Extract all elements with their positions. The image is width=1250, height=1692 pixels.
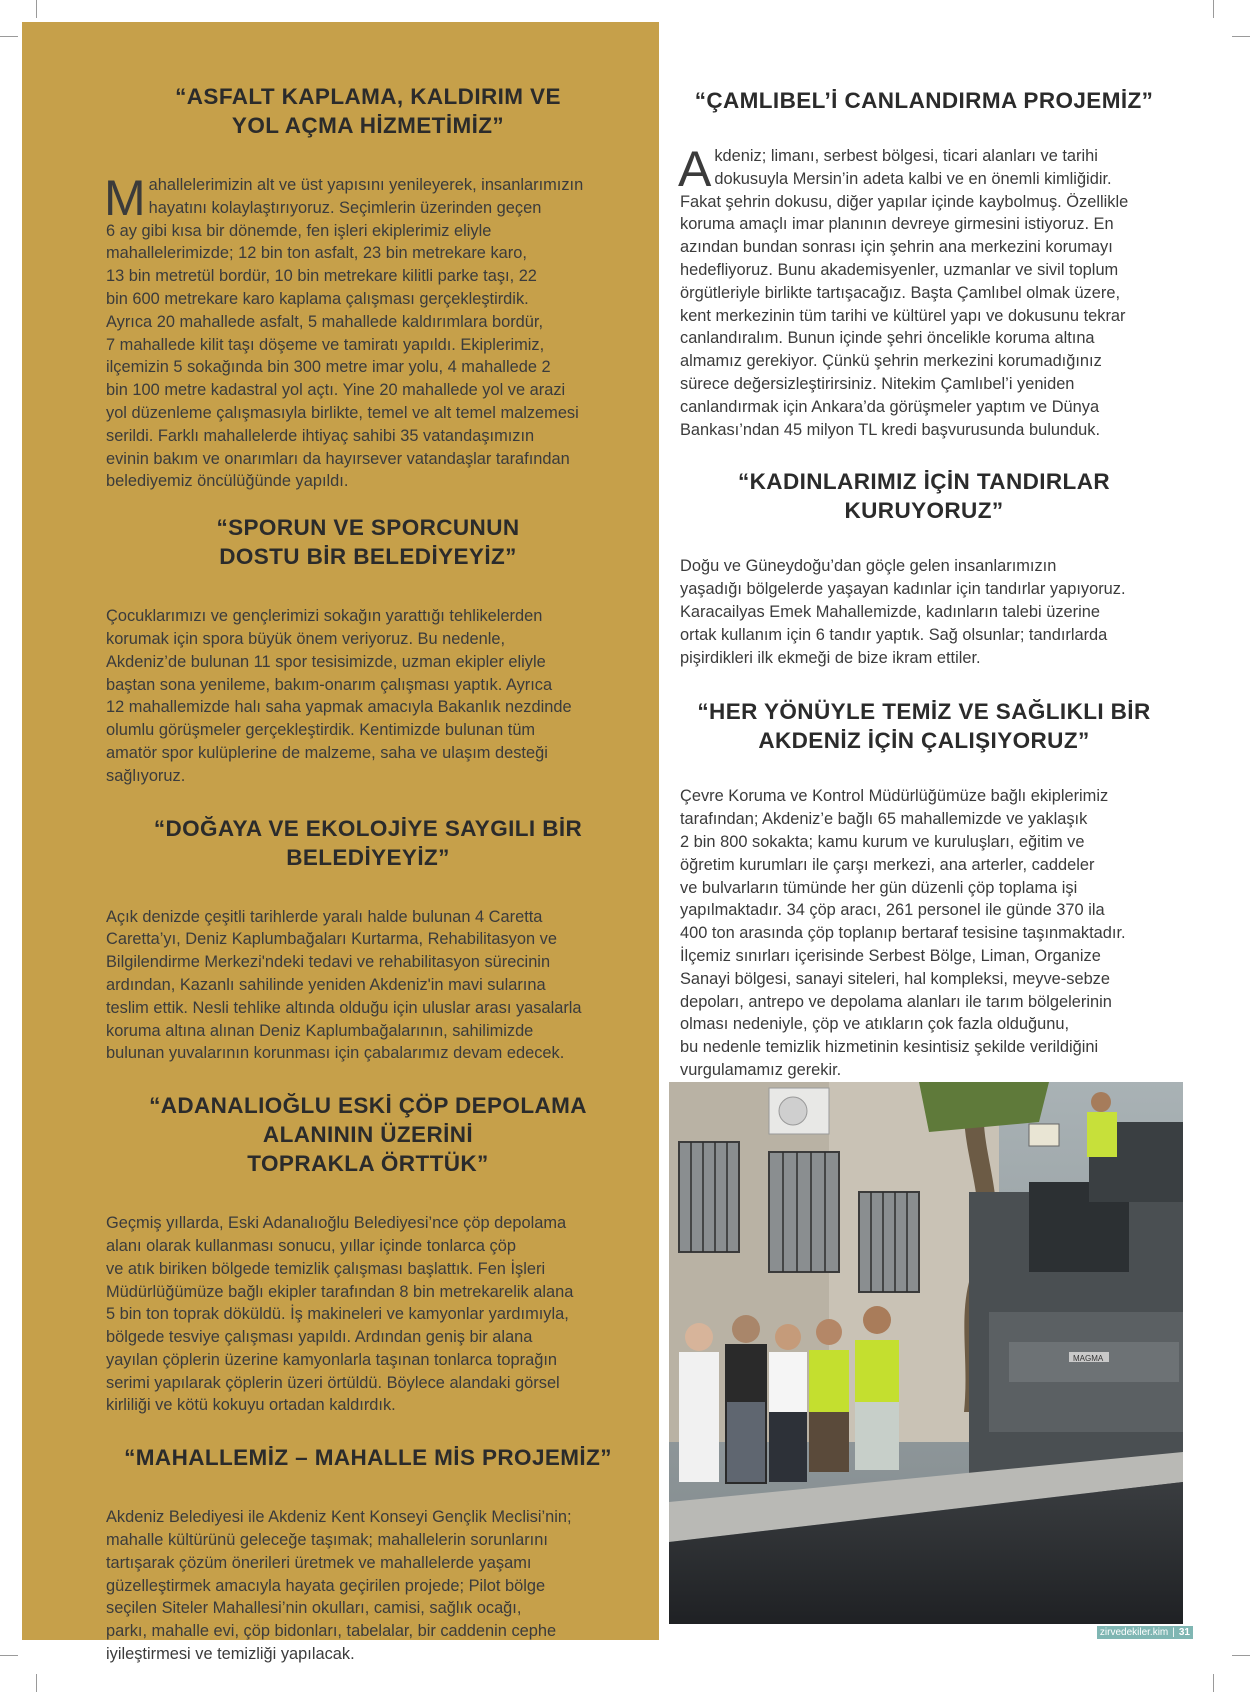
drop-cap: A [678, 141, 712, 197]
photo-illustration [669, 1082, 1183, 1624]
section-spor [106, 513, 630, 787]
page-footer [1097, 1626, 1193, 1639]
section-temiz-akdeniz [680, 697, 1168, 1081]
section-body-wrap [678, 141, 1168, 441]
section-heading: “SPORUN VE SPORCUNUN DOSTU BİR BELEDİYEYİZ” [216, 515, 520, 570]
crop-mark [36, 0, 37, 18]
crop-mark [0, 1655, 18, 1656]
section-body: Çevre Koruma ve Kontrol Müdürlüğümüze bağlı ekiplerimiz tarafından; Akdeniz’e bağlı 65 mahallemizde ve yaklaşık 2 bin 800 sokakta; kamu kurum ve kuruluşları, eğitim ve öğretim kurumları ile çarşı merkezi, ana arterler, caddeler ve bulvarların tümünde her gün düzenli çöp toplama işi yapılmaktadır. 34 çöp aracı, 261 personel ile günde 370 ila 400 ton arasında çöp toplanıp bertaraf tesisine taşınmaktadır. İlçemiz sınırları içerisinde Serbest Bölge, Liman, Organize Sanayi bölgesi, sanayi siteleri, hal kompleksi, meyve-sebze depoları, antrepo ve depolama alanları ile tarım bölgelerinin olması nedeniyle, çöp ve atıkların çok fazla olduğunu, bu nedenle temizlik hizmetinin kesintisiz şekilde verildiğini vurgulamamız gerekir. [680, 787, 1126, 1079]
page-number: 31 [1176, 1626, 1193, 1639]
section-heading: “ÇAMLIBEL’İ CANLANDIRMA PROJEMİZ” [694, 88, 1154, 113]
section-asfalt [106, 82, 630, 493]
section-adanalioglu [106, 1091, 630, 1417]
section-heading: “KADINLARIMIZ İÇİN TANDIRLAR KURUYORUZ” [738, 469, 1110, 524]
section-heading: “DOĞAYA VE EKOLOJİYE SAYGILI BİR BELEDİYEYİZ” [153, 815, 583, 870]
section-mahalle-mis [106, 1443, 630, 1666]
right-column [680, 86, 1168, 1082]
section-heading: “ADANALIOĞLU ESKİ ÇÖP DEPOLAMA ALANININ ÜZERİNİ TOPRAKLA ÖRTTÜK” [149, 1093, 587, 1177]
section-body: Geçmiş yıllarda, Eski Adanalıoğlu Belediyesi’nce çöp depolama alanı olarak kullanması sonucu, yıllar içinde tonlarca çöp ve atık biriken bölgede temizlik çalışması başlattık. Fen İşleri Müdürlüğümüze bağlı ekipler tarafından 8 bin metrekarelik alana 5 bin ton toprak döküldü. İş makineleri ve kamyonlar yardımıyla, bölgede tesviye çalışması yapıldı. Ardından geniş bir alana yayılan çöplerin üzerine kamyonlarla taşınan tonlarca toprağın serimi yapılarak çöplerin üzeri örtüldü. Böylece alandaki görsel kirliliği ve kötü kokuyu ortadan kaldırdık. [106, 1214, 574, 1415]
left-column [106, 82, 630, 1666]
crop-mark [36, 1674, 37, 1692]
machine-label: MAGMA [1073, 1354, 1104, 1363]
section-heading: “HER YÖNÜYLE TEMİZ VE SAĞLIKLI BİR AKDENİZ İÇİN ÇALIŞIYORUZ” [697, 699, 1151, 754]
drop-cap: M [104, 170, 146, 226]
footer-site-link[interactable]: zirvedekiler.kim [1097, 1626, 1171, 1639]
section-camlibel [680, 86, 1168, 441]
section-body: Çocuklarımızı ve gençlerimizi sokağın yarattığı tehlikelerden korumak için spora büyük önem veriyoruz. Bu nedenle, Akdeniz’de bulunan 11 spor tesisimizde, uzman ekipler eliyle baştan sona yenileme, bakım-onarım çalışması yaptık. Ayrıca 12 mahallemizde halı saha yapmak amacıyla Bakanlık nezdinde olumlu görüşmeler gerçekleştirdik. Kentimizde bulunan tüm amatör spor kulüplerine de malzeme, saha ve ulaşım desteği sağlıyoruz. [106, 607, 572, 785]
section-body: ahallelerimizin alt ve üst yapısını yenileyerek, insanlarımızın hayatını kolaylaştırıyoruz. Seçimlerin üzerinden geçen 6 ay gibi kısa bir dönemde, fen işleri ekiplerimiz eliyle mahallelerimizde; 12 bin ton asfalt, 23 bin metrekare karo, 13 bin metretül bordür, 10 bin metrekare kilitli parke taşı, 22 bin 600 metrekare karo kaplama çalışması gerçekleştirdik. Ayrıca 20 mahallede asfalt, 5 mahallede kaldırımlara bordür, 7 mahallede kilit taşı döşeme ve tamiratı yapıldı. Ekiplerimiz, ilçemizin 5 sokağında bin 300 metre imar yolu, 4 mahallede 2 bin 100 metre kadastral yol açtı. Yine 20 mahallede yol ve arazi yol düzenleme çalışmasıyla birlikte, temel ve alt temel malzemesi serildi. Farklı mahallelerde ihtiyaç sahibi 35 vatandaşımızın evinin bakım ve onarımları da hayırsever vatandaşlar tarafından belediyemiz öncülüğünde yapıldı. [106, 176, 584, 491]
section-tandir [680, 467, 1168, 669]
section-body: Açık denizde çeşitli tarihlerde yaralı halde bulunan 4 Caretta Caretta’yı, Deniz Kaplumbağaları Kurtarma, Rehabilitasyon ve Bilgilendirme Merkezi'ndeki tedavi ve rehabilitasyon sürecinin ardından, Kazanlı sahilinde yeniden Akdeniz'in mavi sularına teslim ettik. Nesli tehlike altında olduğu için uluslar arası yasalarla koruma altına alınan Deniz Kaplumbağalarının, sahilimizde bulunan yuvalarının korunması için çabalarımız devam edecek. [106, 907, 582, 1063]
section-body-wrap [104, 170, 630, 493]
crop-mark [1213, 1674, 1214, 1692]
section-body: kdeniz; limanı, serbest bölgesi, ticari alanları ve tarihi dokusuyla Mersin’in adeta kalbi ve en önemli kimliğidir. Fakat şehrin dokusu, diğer yapılar içinde kaybolmuş. Özellikle koruma amaçlı imar planının devreye girmesini istiyoruz. En azından bundan sonrası için şehrin ana merkezini korumayı hedefliyoruz. Bunu akademisyenler, uzmanlar ve sivil toplum örgütleriyle birlikte tartışacağız. Başta Çamlıbel olmak üzere, kent merkezinin tüm tarihi ve kültürel yapı ve dokusunu tekrar canlandıralım. Bunun içinde şehri öncelikle koruma altına almamız gerekiyor. Çünkü şehrin merkezini korumadığınız sürece değersizleştirirsiniz. Nitekim Çamlıbel’i yeniden canlandırmak için Ankara’da görüşmeler yaptım ve Dünya Bankası’ndan 45 milyon TL kredi başvurusunda bulunduk. [680, 147, 1129, 439]
footer-separator: | [1172, 1627, 1175, 1638]
section-heading: “ASFALT KAPLAMA, KALDIRIM VE YOL AÇMA HİZMETİMİZ” [175, 84, 561, 138]
section-body: Doğu ve Güneydoğu’dan göçle gelen insanlarımızın yaşadığı bölgelerde yaşayan kadınlar için tandırlar yapıyoruz. Karacailyas Emek Mahallemizde, kadınların talebi üzerine ortak kullanım için 6 tandır yaptık. Sağ olsunlar; tandırlarda pişirdikleri ilk ekmeği de bize ikram ettiler. [680, 557, 1126, 667]
section-heading: “MAHALLEMİZ – MAHALLE MİS PROJEMİZ” [124, 1445, 612, 1471]
crop-mark [1232, 36, 1250, 37]
crop-mark [0, 36, 18, 37]
crop-mark [1213, 0, 1214, 18]
asphalt-work-photo [669, 1082, 1183, 1624]
section-body: Akdeniz Belediyesi ile Akdeniz Kent Konseyi Gençlik Meclisi’nin; mahalle kültürünü geleceğe taşımak; mahallelerin sorunlarını tartışarak çözüm önerileri üretmek ve mahallelerde yaşamı güzelleştirmek amacıyla hayata geçirilen projede; Pilot bölge seçilen Siteler Mahallesi’nin okulları, camisi, sağlık ocağı, parkı, mahalle evi, çöp bidonları, tabelalar, bir caddenin cephe iyileştirmesi ve temizliği yapılacak. [106, 1508, 572, 1664]
crop-mark [1232, 1655, 1250, 1656]
section-doga [106, 814, 630, 1066]
